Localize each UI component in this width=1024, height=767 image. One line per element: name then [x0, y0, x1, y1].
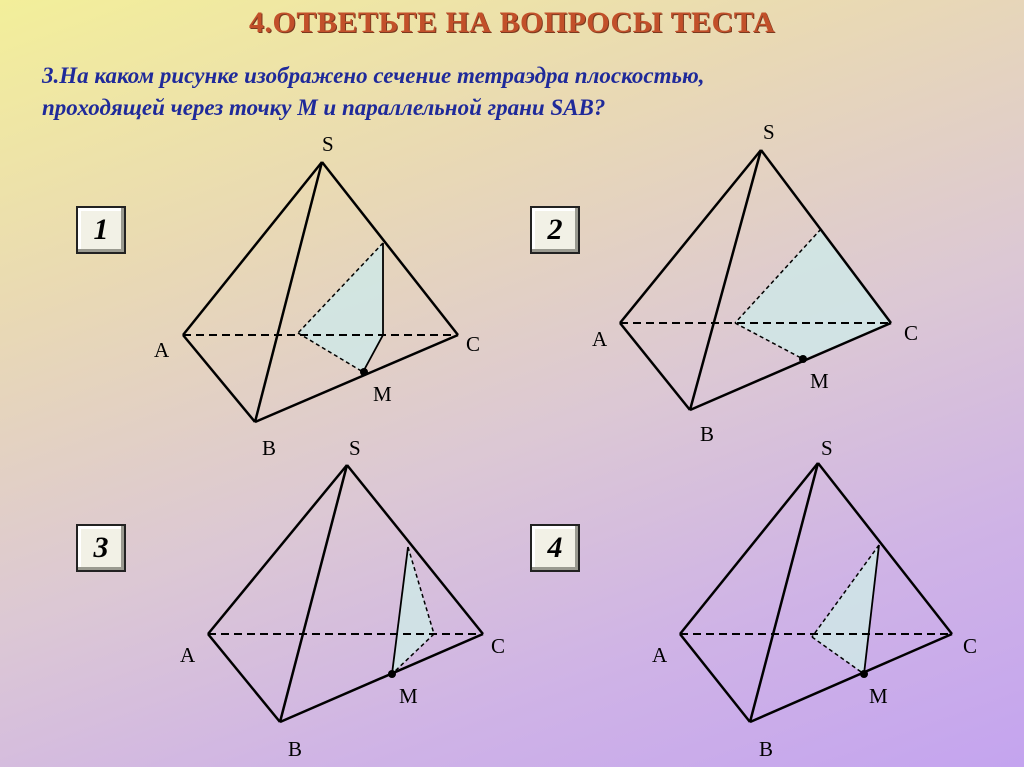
figure-3-number-badge[interactable]: 3 — [76, 524, 126, 572]
figure-1-edge-SB — [255, 162, 322, 422]
figure-4-edge-SB — [750, 463, 818, 722]
figure-2-edge-AB — [620, 323, 690, 410]
figure-1-tetrahedron — [154, 132, 480, 460]
figure-1-label-B: B — [262, 436, 277, 460]
figure-4-number-badge[interactable]: 4 — [530, 524, 580, 572]
figure-2-edge-SA — [620, 150, 761, 323]
figure-3-edge-BC — [280, 634, 483, 722]
figure-3-edge-AB — [208, 634, 280, 722]
figure-1-point-M — [360, 368, 368, 376]
figure-3-edge-SB — [280, 465, 347, 722]
slide-title: 4.ОТВЕТЬТЕ НА ВОПРОСЫ ТЕСТА — [249, 6, 775, 39]
figure-2-section — [735, 229, 891, 359]
figure-2-tetrahedron — [592, 120, 918, 446]
figure-4-label-C: C — [963, 634, 978, 658]
figure-1-number-badge[interactable]: 1 — [76, 206, 126, 254]
figure-4-label-M: M — [869, 684, 888, 708]
figure-2-label-S: S — [763, 120, 775, 144]
figure-3-label-B: B — [288, 737, 303, 761]
figure-4-tetrahedron — [652, 436, 977, 761]
figure-1-label-A: A — [154, 338, 170, 362]
figure-4-section — [812, 545, 879, 674]
question-line-2: проходящей через точку М и параллельной грани SAB? — [42, 95, 606, 120]
figure-3-tetrahedron — [180, 436, 505, 761]
figure-2-label-B: B — [700, 422, 715, 446]
figure-3-point-M — [388, 670, 396, 678]
question-line-1: 3.На каком рисунке изображено сечение тетраэдра плоскостью, — [42, 63, 705, 88]
figure-3-label-C: C — [491, 634, 506, 658]
figure-2-label-M: M — [810, 369, 829, 393]
figure-1-label-C: C — [466, 332, 481, 356]
figure-2-number-badge[interactable]: 2 — [530, 206, 580, 254]
figure-3-label-S: S — [349, 436, 361, 460]
figure-3-label-M: M — [399, 684, 418, 708]
figure-1-section — [298, 243, 383, 372]
figure-1-edge-SA — [183, 162, 322, 335]
figure-1-label-M: M — [373, 382, 392, 406]
figure-2-label-C: C — [904, 321, 919, 345]
figure-4-label-S: S — [821, 436, 833, 460]
figure-2-edge-SB — [690, 150, 761, 410]
figure-2-point-M — [799, 355, 807, 363]
figure-4-point-M — [860, 670, 868, 678]
figure-1-edge-AB — [183, 335, 255, 422]
figure-3-label-A: A — [180, 643, 196, 667]
figure-4-label-B: B — [759, 737, 774, 761]
figure-2-label-A: A — [592, 327, 608, 351]
figure-4-edge-AB — [680, 634, 750, 722]
figure-4-edge-SA — [680, 463, 818, 634]
figure-1-label-S: S — [322, 132, 334, 156]
figure-4-label-A: A — [652, 643, 668, 667]
